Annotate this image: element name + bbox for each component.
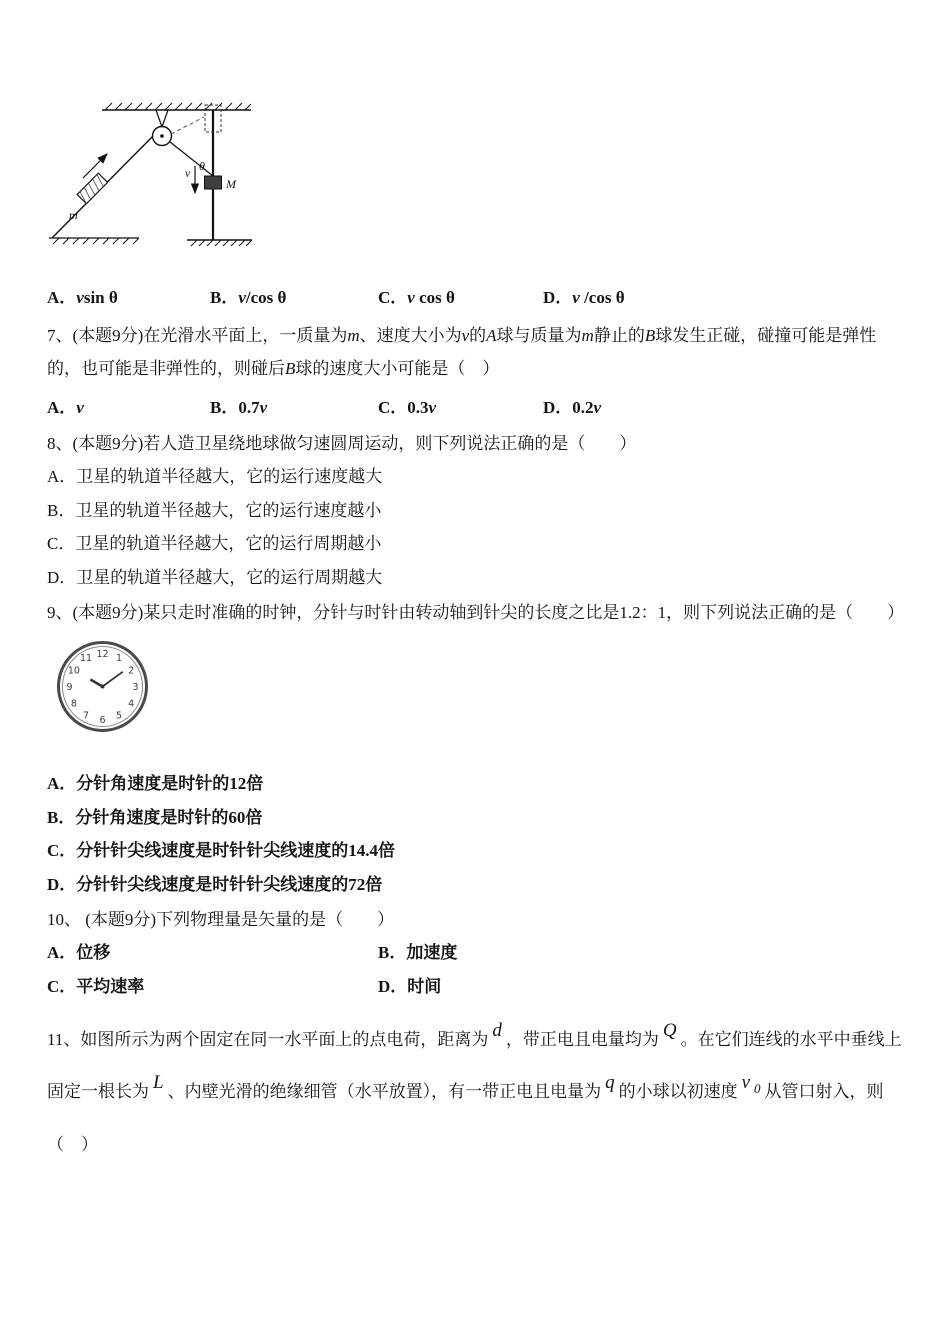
q9-option-a: A．分针角速度是时针的12倍 — [47, 774, 264, 793]
q7-options-row — [47, 391, 903, 424]
q9-option-d: D．分针针尖线速度是时针针尖线速度的72倍 — [47, 874, 383, 894]
clock-number-4: 4 — [128, 698, 135, 710]
ground-right-hatching — [187, 240, 252, 246]
clock-number-12: 12 — [96, 648, 109, 660]
q8-option-c: C．卫星的轨道半径越大，它的运行周期越小 — [47, 534, 382, 553]
q6-options-row — [47, 281, 903, 314]
clock-number-6: 6 — [99, 714, 106, 726]
clock-number-11: 11 — [79, 653, 93, 665]
q10-option-c: C．平均速率 — [47, 977, 145, 996]
q10-options-row-2 — [47, 970, 903, 1004]
clock-figure — [55, 639, 150, 734]
q10-stem: 10、 (本题9分)下列物理量是矢量的是（ ） — [47, 910, 395, 929]
q8-option-b: B．卫星的轨道半径越大，它的运行速度越小 — [47, 500, 382, 520]
q10-option-d: D．时间 — [378, 977, 442, 996]
q8-option-d: D．卫星的轨道半径越大，它的运行周期越大 — [47, 567, 383, 587]
q8-stem: 8、(本题9分)若人造卫星绕地球做匀速圆周运动，则下列说法正确的是（ ） — [47, 434, 637, 453]
mass-m-label: m — [69, 208, 78, 222]
q6-option-c: C．v cos θ — [378, 288, 455, 307]
clock-number-8: 8 — [70, 698, 77, 710]
clock-number-2: 2 — [128, 665, 135, 677]
q9-stem: 9、(本题9分)某只走时准确的时钟，分针与时针由转动轴到针尖的长度之比是1.2：1，则下列说法正确的是（ ） — [47, 603, 905, 622]
q10-option-a: A．位移 — [47, 943, 111, 962]
q7-option-a: A．v — [47, 398, 84, 417]
mass-M-label: M — [226, 177, 236, 191]
q11-stem: 11、如图所示为两个固定在同一水平面上的点电荷，距离为 d ，带正电且电量均为 Q 。在它们连线的水平中垂线上固定一根长为 L 、内壁光滑的绝缘细管（水平放置），有一带正电且电量为 q 的小球以初速度 v $^0$ 从管口射入，则（ ） — [47, 1020, 902, 1154]
dashed-guide-line — [171, 117, 204, 134]
q7-stem: 7、(本题9分)在光滑水平面上，一质量为m、速度大小为v的A球与质量为m静止的B球发生正碰，碰撞可能是弹性的，也可能是非弹性的，则碰后B球的速度大小可能是（ ） — [47, 326, 877, 378]
clock-number-10: 10 — [67, 665, 80, 677]
mass-m-block — [77, 173, 107, 203]
q6-option-a: A．vsin θ — [47, 288, 118, 307]
clock-number-3: 3 — [132, 681, 139, 693]
q8-option-a: A．卫星的轨道半径越大，它的运行速度越大 — [47, 467, 383, 486]
q10-options-row-1 — [47, 936, 903, 970]
clock-diagram — [55, 639, 903, 739]
ceiling-hatching — [102, 103, 251, 110]
q7-option-c: C．0.3v — [378, 398, 437, 417]
q7-option-b: B．0.7v — [210, 398, 268, 417]
pulley-incline-figure — [47, 90, 252, 248]
q10-option-b: B．加速度 — [378, 943, 458, 962]
clock-number-5: 5 — [115, 710, 123, 722]
clock-number-7: 7 — [82, 710, 90, 722]
clock-center-dot — [101, 685, 105, 689]
clock-number-1: 1 — [115, 653, 123, 665]
pulley-incline-diagram — [47, 90, 903, 253]
upslope-motion-arrow — [83, 154, 107, 178]
velocity-v-label: v — [185, 166, 191, 180]
q6-option-d: D．v /cos θ — [543, 288, 625, 307]
q6-option-b: B．v/cos θ — [210, 288, 287, 307]
pulley-icon — [153, 110, 172, 146]
q7-option-d: D．0.2v — [543, 398, 602, 417]
mass-M-block — [205, 176, 222, 189]
ground-left-hatching — [49, 238, 139, 244]
clock-number-9: 9 — [66, 681, 73, 693]
q9-option-c: C．分针针尖线速度是时针针尖线速度的14.4倍 — [47, 841, 396, 860]
q9-option-b: B．分针角速度是时针的60倍 — [47, 807, 263, 827]
angle-theta-label: θ — [199, 159, 205, 173]
rope — [170, 142, 213, 176]
